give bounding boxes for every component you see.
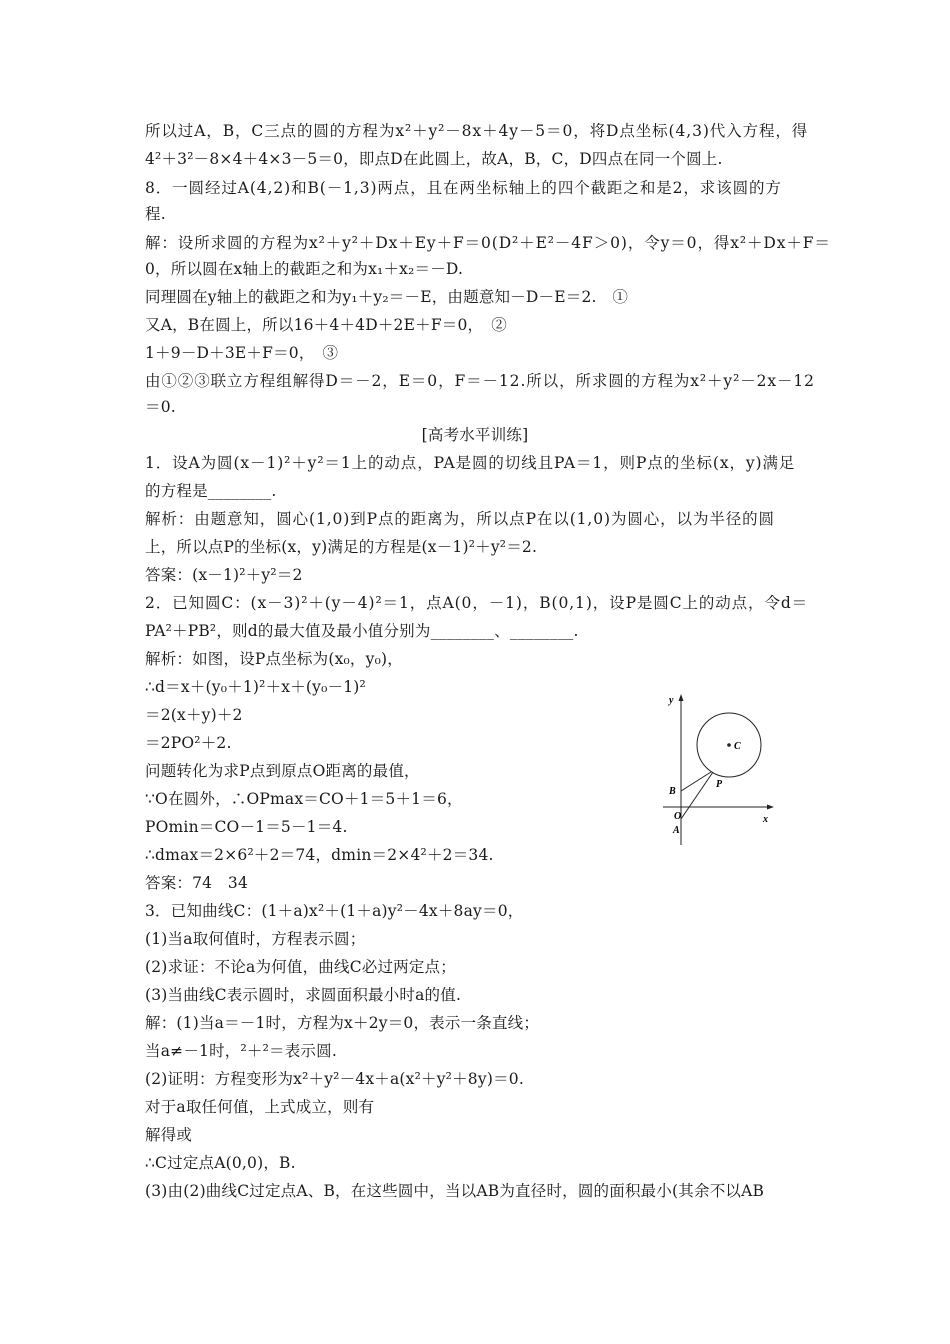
label-p: P xyxy=(716,779,723,790)
center-point-c xyxy=(727,743,731,747)
text-line: 1＋9－D＋3E＋F＝0， ③ xyxy=(145,344,339,362)
text-line: (2)求证：不论a为何值，曲线C必过两定点； xyxy=(145,958,456,976)
segment-pa xyxy=(681,772,713,819)
text-line: 4²＋3²－8×4＋4×3－5＝0，即点D在此圆上，故A，B，C，D四点在同一个圆上. xyxy=(145,150,723,168)
text-line: 的方程是________. xyxy=(145,482,277,500)
label-y: y xyxy=(669,695,674,706)
text-line: 上，所以点P的坐标(x，y)满足的方程是(x－1)²＋y²＝2. xyxy=(145,538,538,556)
text-line: 8．一圆经过A(4,2)和B(－1,3)两点，且在两坐标轴上的四个截距之和是2，求该圆的方 xyxy=(145,179,782,197)
text-line: 1．设A为圆(x－1)²＋y²＝1上的动点，PA是圆的切线且PA＝1，则P点的坐标(x，y)满足 xyxy=(145,454,796,472)
label-b: B xyxy=(669,786,676,797)
label-x: x xyxy=(763,814,768,825)
text-line: ＝2PO²＋2. xyxy=(145,734,232,752)
text-line: 2．已知圆C：(x－3)²＋(y－4)²＝1，点A(0，－1)，B(0,1)，设P是圆C上的动点，令d＝ xyxy=(145,594,809,612)
text-line: (1)当a取何值时，方程表示圆； xyxy=(145,930,366,948)
text-line: ＝0. xyxy=(145,398,176,416)
text-line: 所以过A，B，C三点的圆的方程为x²＋y²－8x＋4y－5＝0，将D点坐标(4,3)代入方程，得 xyxy=(145,122,809,140)
text-line: ∵O在圆外，∴OPmax＝CO＋1＝5＋1＝6， xyxy=(145,790,463,808)
text-line: 由①②③联立方程组解得D＝－2，E＝0，F＝－12.所以，所求圆的方程为x²＋y²－2x－12 xyxy=(145,372,815,390)
text-line: (3)由(2)曲线C过定点A、B，在这些圆中，当以AB为直径时，圆的面积最小(其余不以AB xyxy=(145,1182,765,1200)
text-line: 解得或 xyxy=(145,1126,193,1144)
text-line: 3．已知曲线C：(1＋a)x²＋(1＋a)y²－4x＋8ay＝0， xyxy=(145,902,524,920)
coordinate-figure xyxy=(658,690,778,850)
text-line: 答案：74 34 xyxy=(145,874,249,892)
text-line: 对于a取任何值，上式成立，则有 xyxy=(145,1098,375,1116)
text-line: 0，所以圆在x轴上的截距之和为x₁＋x₂＝－D. xyxy=(145,260,464,278)
text-line: ∴dmax＝2×6²＋2＝74，dmin＝2×4²＋2＝34. xyxy=(145,846,494,864)
text-line: 解析：由题意知，圆心(1,0)到P点的距离为，所以点P在以(1,0)为圆心，以为半径的圆 xyxy=(145,510,775,528)
text-line: ＝2(x＋y)＋2 xyxy=(145,706,243,724)
text-line: (3)当曲线C表示圆时，求圆面积最小时a的值. xyxy=(145,986,462,1004)
label-o: O xyxy=(674,811,682,822)
label-a: A xyxy=(673,825,680,836)
y-axis-arrow xyxy=(679,694,684,701)
label-c: C xyxy=(734,741,741,752)
text-line: ∴C过定点A(0,0)，B. xyxy=(145,1154,296,1172)
text-line: 当a≠－1时，²＋²＝表示圆. xyxy=(145,1042,337,1060)
text-line: 解析：如图，设P点坐标为(x₀，y₀)， xyxy=(145,650,403,668)
text-line: ∴d＝x＋(y₀＋1)²＋x＋(y₀－1)² xyxy=(145,678,366,696)
text-line: 问题转化为求P点到原点O距离的最值， xyxy=(145,762,420,780)
text-line: 解：(1)当a＝－1时，方程为x＋2y＝0，表示一条直线； xyxy=(145,1014,540,1032)
x-axis-arrow xyxy=(767,805,774,810)
section-heading: [高考水平训练] xyxy=(421,426,529,444)
text-line: POmin＝CO－1＝5－1＝4. xyxy=(145,818,348,836)
text-line: (2)证明：方程变形为x²＋y²－4x＋a(x²＋y²＋8y)＝0. xyxy=(145,1070,524,1088)
text-line: 解：设所求圆的方程为x²＋y²＋Dx＋Ey＋F＝0(D²＋E²－4F＞0)，令y＝0，得x²＋Dx＋F＝ xyxy=(145,234,831,252)
text-line: 答案：(x－1)²＋y²＝2 xyxy=(145,566,303,584)
text-line: 程. xyxy=(145,205,166,223)
text-line: 同理圆在y轴上的截距之和为y₁＋y₂＝－E，由题意知－D－E＝2. ① xyxy=(145,288,629,306)
text-line: PA²＋PB²，则d的最大值及最小值分别为________、________. xyxy=(145,622,579,640)
text-line: 又A，B在圆上，所以16＋4＋4D＋2E＋F＝0， ② xyxy=(145,316,507,334)
